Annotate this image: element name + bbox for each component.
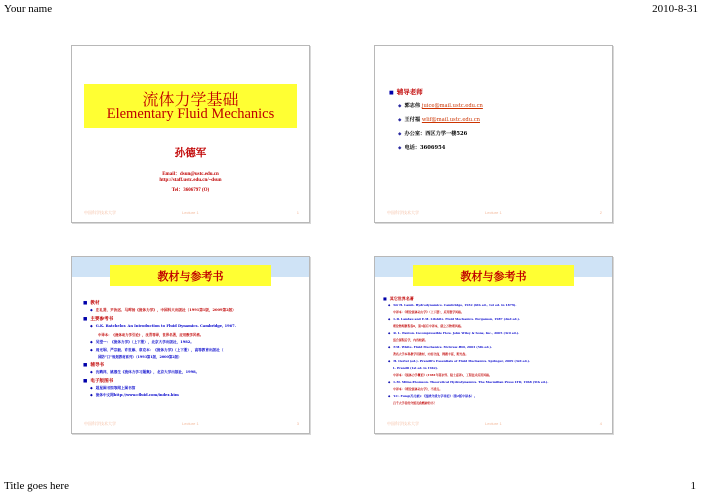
diamond-bullet-icon: ◆ xyxy=(90,340,93,344)
tutor-line: ◆ 王付福 wlif@mail.ustc.edu.cn xyxy=(398,117,480,123)
list-item: 著名大学本科教学用教材，内容全面，例题丰富，附光盘。 xyxy=(393,352,469,356)
email-link[interactable]: wlif@mail.ustc.edu.cn xyxy=(421,117,480,123)
slide-footer xyxy=(72,421,309,428)
diamond-bullet-icon: ◆ xyxy=(388,380,391,384)
title-highlight xyxy=(84,84,297,128)
tutor-line: ◆ 电话：3606954 xyxy=(398,145,446,151)
diamond-bullet-icon: ◆ xyxy=(398,104,402,109)
page-footer-left: Title goes here xyxy=(4,480,69,492)
author-email: Email：dsun@ustc.edu.cn xyxy=(162,172,219,177)
list-item: 中译本：《理论流体动力学》（上下册），应用数学风格。 xyxy=(393,310,464,314)
slide-1 xyxy=(71,45,310,223)
email-link[interactable]: juice@mail.ustc.edu.cn xyxy=(421,103,483,109)
list-item: ◆ L.M. Milne-Thomson. Theoretical Hydrodynamics. The Macmillan Press LTD, 1968 (5th ed.). xyxy=(388,380,549,384)
title-highlight xyxy=(413,265,574,286)
slide-number: 2 xyxy=(599,210,602,215)
square-bullet-icon: ■ xyxy=(83,363,88,368)
list-item: ■ 电子版图书 xyxy=(83,379,114,384)
diamond-bullet-icon: ◆ xyxy=(90,386,93,390)
list-item: ◆ F.M. White. Fluid Mechanics. McGraw-Hill, 2003 (5th ed.). xyxy=(388,345,492,349)
diamond-bullet-icon: ◆ xyxy=(388,394,391,398)
diamond-bullet-icon: ◆ xyxy=(388,331,391,335)
list-item: ◆ R. L. Panton. Incompressible Flow. John Wiley & Sons, Inc., 2005 (3rd ed.). xyxy=(388,331,520,335)
list-item: ◆ 庄礼贤、尹协远、马晖扬《流体力学》，中国科大出版社（1991第1版，2009第2版） xyxy=(90,308,236,312)
list-item: ◆ 超星图书馆等网上图书馆 xyxy=(90,386,136,390)
diamond-bullet-icon: ◆ xyxy=(90,370,93,374)
course-title-en: Elementary Fluid Mechanics xyxy=(106,106,275,122)
slide-footer xyxy=(72,210,309,217)
diamond-bullet-icon: ◆ xyxy=(90,308,93,312)
list-item: ■ 辅导书 xyxy=(83,363,105,368)
diamond-bullet-icon: ◆ xyxy=(398,146,402,151)
list-item: ◆ 沈鹤祥，姚慕生《流体力学习题集》，北京大学出版社，1998。 xyxy=(90,370,200,374)
tutor-heading: ■ 辅导老师 xyxy=(389,88,423,96)
list-item: 理论物理教程卷6，第1版有中译本，朗之万物理风格。 xyxy=(393,324,464,328)
diamond-bullet-icon: ◆ xyxy=(388,317,391,321)
square-bullet-icon: ■ xyxy=(83,301,88,306)
list-item: 中译本：《流体力学概论》(1981年郭永怀、陆士嘉译)，工程技术应用风格。 xyxy=(393,373,492,377)
slide-footer-center: Lecture 1 xyxy=(485,210,502,215)
slide-title: 教材与参考书 xyxy=(157,270,224,283)
tutor-line: ◆ 办公室：西区力学一楼526 xyxy=(398,131,468,137)
list-item: ◆ 周光坰、严宗毅、许世雄、章克本：《流体力学》（上下册），高等教育出版社（ xyxy=(90,348,224,352)
list-item: 国防“口”规划教材系列）（1993第1版，2000第2版） xyxy=(98,355,182,359)
list-item: ■ 教材 xyxy=(83,301,100,306)
slide-4 xyxy=(374,256,613,434)
tutor-line: ◆ 郭志伟 juice@mail.ustc.edu.cn xyxy=(398,103,483,109)
square-bullet-icon: ■ xyxy=(83,379,88,384)
author-name: 孙德军 xyxy=(174,147,207,159)
diamond-bullet-icon: ◆ xyxy=(90,393,93,397)
slide-footer-left: 中国科学技术大学 xyxy=(387,421,419,426)
slide-footer xyxy=(375,210,612,217)
slide-number: 4 xyxy=(599,421,602,426)
list-item: ◆ G.K. Batchelor. An Introduction to Fluid Dynamics. Cambridge, 1967. xyxy=(90,324,236,328)
list-item: ◆ L.D. Landau and E.M. Lifshitz. Fluid Mechanics. Pergamon, 1987 (2nd ed.). xyxy=(388,317,521,321)
page-header-left: Your name xyxy=(4,3,53,15)
list-item: ■ 其它世界名著 xyxy=(383,296,414,301)
list-item: 百千大学者的介绍及我精辟的书！ xyxy=(393,401,437,405)
list-item: 适合课程后学，内容较新。 xyxy=(393,338,428,342)
square-bullet-icon: ■ xyxy=(83,317,88,322)
slide-footer-center: Lecture 1 xyxy=(182,210,199,215)
slide-number: 1 xyxy=(296,210,299,215)
diamond-bullet-icon: ◆ xyxy=(398,118,402,123)
slide-number: 3 xyxy=(296,421,299,426)
diamond-bullet-icon: ◆ xyxy=(90,348,93,352)
list-item: ◆ 吴望一：《流体力学》（上下册），北京大学出版社，1982。 xyxy=(90,340,194,344)
list-item: ◆ Y.C. Fung(冯元桢)：《连续介质力学导论》（第2版中译本）。 xyxy=(388,394,477,398)
square-bullet-icon: ■ xyxy=(389,90,394,96)
slide-footer-left: 中国科学技术大学 xyxy=(84,421,116,426)
list-item: L. Prandtl (1st ed. in 1942). xyxy=(393,366,439,370)
author-url: http://staff.ustc.edu.cn/~dsun xyxy=(159,178,222,183)
diamond-bullet-icon: ◆ xyxy=(90,324,93,328)
list-item: 中译本：《理论流体动力学》，不清点。 xyxy=(393,387,443,391)
list-item: ■ 主要参考书 xyxy=(83,317,114,322)
diamond-bullet-icon: ◆ xyxy=(388,345,391,349)
page-header-right: 2010-8-31 xyxy=(652,3,698,15)
diamond-bullet-icon: ◆ xyxy=(398,132,402,137)
square-bullet-icon: ■ xyxy=(383,296,387,301)
author-tel: Tel：3606797 (O) xyxy=(171,188,210,193)
list-item: ◆ Sir H. Lamb. Hydrodynamics. Cambridge, 1932 (6th ed., 1st ed. in 1879). xyxy=(388,303,517,307)
slide-footer-center: Lecture 1 xyxy=(485,421,502,426)
slide-title: 教材与参考书 xyxy=(460,270,527,283)
slide-footer-left: 中国科学技术大学 xyxy=(387,210,419,215)
course-title-cn: 流体力学基础 xyxy=(142,90,239,109)
page-footer-right: 1 xyxy=(690,480,696,492)
slide-3 xyxy=(71,256,310,434)
list-item: ◆ H. Oertel (ed.). Prandtl's Essentials of Fluid Mechanics. Springer, 2009 (3rd ed.). xyxy=(388,359,531,363)
slide-footer xyxy=(375,421,612,428)
title-highlight xyxy=(110,265,271,286)
slide-footer-center: Lecture 1 xyxy=(182,421,199,426)
list-item: 中译本：《流体动力学引论》，沈青等译，世界名著，应用数学风格。 xyxy=(98,333,204,337)
list-item: ◆ 流体中文网http://www.cfluid.com/index.htm xyxy=(90,393,179,397)
slide-footer-left: 中国科学技术大学 xyxy=(84,210,116,215)
slide-2 xyxy=(374,45,613,223)
diamond-bullet-icon: ◆ xyxy=(388,303,391,307)
diamond-bullet-icon: ◆ xyxy=(388,359,391,363)
